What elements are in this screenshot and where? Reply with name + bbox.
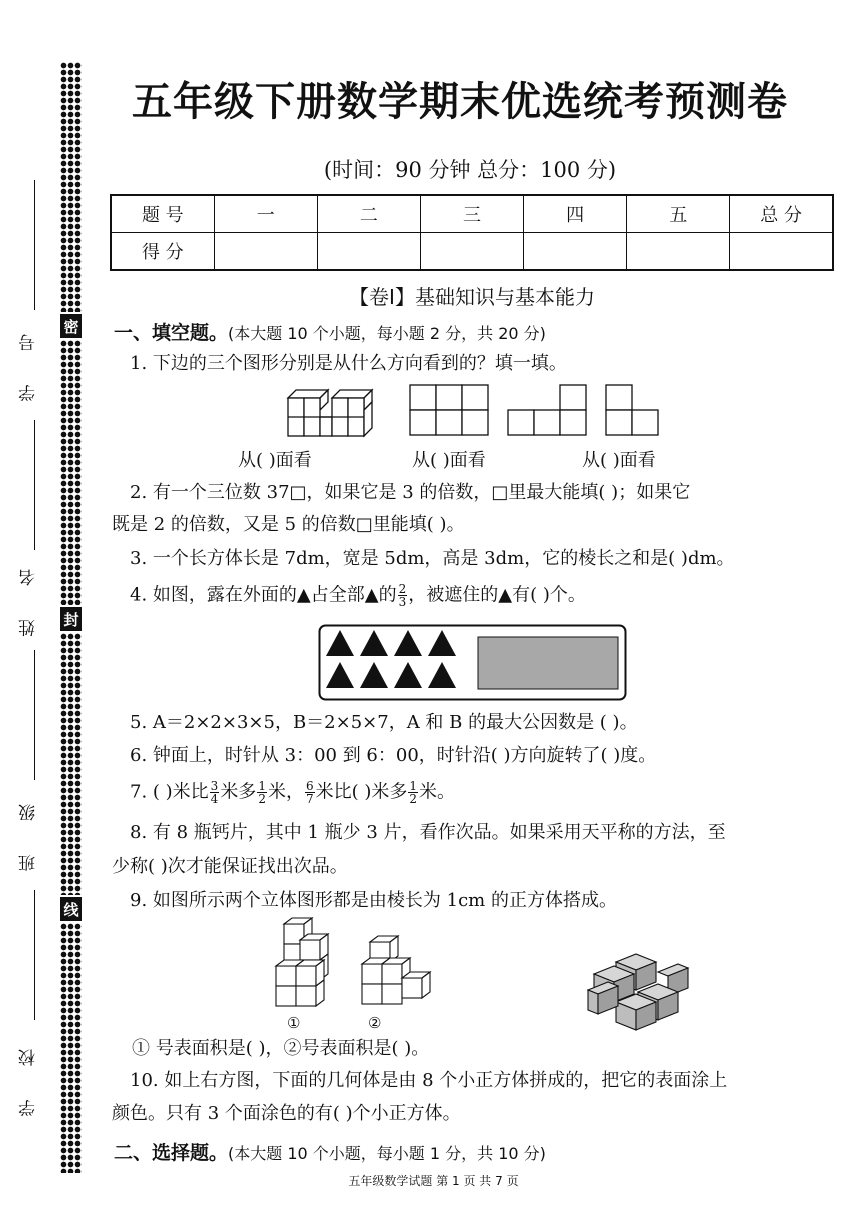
question-2-line-1: 2. 有一个三位数 37□，如果它是 3 的倍数，□里最大能填( )；如果它	[130, 482, 691, 503]
q1-view-top	[606, 385, 658, 435]
q4-text-post: ，被遮住的▲有( )个。	[408, 584, 586, 606]
seal-xian: 线	[60, 897, 82, 921]
q7-f3-den: 7	[305, 792, 314, 806]
binding-dots-3	[60, 633, 82, 895]
part-title: 【卷Ⅰ】基础知识与基本能力	[349, 285, 595, 309]
q7-f4-den: 2	[409, 792, 418, 806]
q7-part-3: 米，	[267, 781, 304, 803]
field-line-name	[34, 420, 35, 550]
question-1: 1. 下边的三个图形分别是从什么方向看到的？填一填。	[130, 353, 567, 374]
q9-answer-line[interactable]: ① 号表面积是( )，②号表面积是( )。	[132, 1038, 430, 1059]
score-cell: 四	[524, 195, 627, 233]
score-cell: 得 分	[111, 233, 214, 271]
score-cell: 二	[317, 195, 420, 233]
score-cell: 题 号	[111, 195, 214, 233]
cover-rectangle	[478, 637, 618, 689]
section-1-title: 一、填空题。	[114, 322, 229, 344]
question-10-line-2: 颜色。只有 3 个面涂色的有( )个小正方体。	[112, 1103, 461, 1124]
page-title: 五年级下册数学期末优选统考预测卷	[132, 79, 788, 125]
page-footer: 五年级数学试题 第 1 页 共 7 页	[348, 1174, 519, 1188]
field-student-id: 学 号	[19, 320, 39, 402]
q4-numerator: 2	[398, 582, 407, 596]
q4-text-pre: 4. 如图，露在外面的▲占全部▲的	[130, 584, 397, 606]
seal-mi: 密	[60, 314, 82, 338]
score-input[interactable]	[730, 233, 833, 271]
q1-view-front	[410, 385, 488, 435]
cube-stack-2	[362, 936, 430, 1004]
question-9: 9. 如图所示两个立体图形都是由棱长为 1cm 的正方体搭成。	[130, 890, 617, 911]
question-10-line-1: 10. 如上右方图，下面的几何体是由 8 个小正方体拼成的，把它的表面涂上	[130, 1070, 728, 1091]
score-input[interactable]	[317, 233, 420, 271]
q1-blank-2[interactable]: 从( )面看	[412, 450, 486, 471]
section-2-title: 二、选择题。	[114, 1142, 229, 1164]
seal-feng: 封	[60, 607, 82, 631]
q7-fraction-4	[408, 780, 418, 805]
score-table	[110, 194, 834, 271]
q1-views	[280, 380, 670, 445]
q7-fraction-1	[210, 780, 220, 805]
cube-assembly-gray	[588, 954, 688, 1030]
field-name: 姓 名	[19, 555, 39, 637]
score-cell: 一	[214, 195, 317, 233]
q7-part-1: 7. ( )米比	[130, 781, 209, 803]
section-2-heading	[114, 1138, 546, 1165]
cube-stack-1	[276, 918, 328, 1006]
q7-part-5: 米。	[419, 781, 456, 803]
field-school: 学 校	[19, 1035, 39, 1117]
field-line-school	[34, 890, 35, 1020]
question-8-line-1: 8. 有 8 瓶钙片，其中 1 瓶少 3 片，看作次品。如果采用天平称的方法，至	[130, 822, 726, 843]
q7-fraction-2	[257, 780, 267, 805]
binding-dots-1	[60, 62, 82, 312]
section-1-note: (本大题 10 个小题，每小题 2 分，共 20 分)	[228, 324, 546, 343]
section-2-note: (本大题 10 个小题，每小题 1 分，共 10 分)	[228, 1144, 546, 1163]
score-input[interactable]	[524, 233, 627, 271]
exam-info: (时间：90 分钟 总分：100 分)	[323, 158, 617, 182]
binding-dots-2	[60, 340, 82, 605]
q4-denominator: 3	[398, 595, 407, 609]
score-cell: 总 分	[730, 195, 833, 233]
q4-triangle-figure	[318, 624, 628, 702]
q7-f2-den: 2	[258, 792, 266, 806]
q1-view-side	[508, 385, 586, 435]
question-2-line-2: 既是 2 的倍数，又是 5 的倍数□里能填( )。	[112, 514, 465, 535]
q7-part-4: 米比( )米多	[315, 781, 408, 803]
score-cell: 五	[627, 195, 730, 233]
q7-fraction-3	[305, 780, 315, 805]
question-6: 6. 钟面上，时针从 3：00 到 6：00，时针沿( )方向旋转了( )度。	[130, 745, 657, 766]
score-header-row	[111, 195, 833, 233]
q1-blank-3[interactable]: 从( )面看	[582, 450, 656, 471]
field-line-class	[34, 650, 35, 780]
q7-f1-num: 3	[210, 779, 219, 793]
q7-f4-num: 1	[409, 779, 418, 793]
q9-label-2: ②	[368, 1014, 382, 1032]
question-4	[130, 583, 586, 608]
binding-dots-4	[60, 923, 82, 1173]
score-input[interactable]	[214, 233, 317, 271]
q7-part-2: 米多	[220, 781, 257, 803]
question-5: 5. A＝2×2×3×5，B＝2×5×7，A 和 B 的最大公因数是 ( )。	[130, 712, 638, 733]
q7-f2-num: 1	[258, 779, 266, 793]
score-input[interactable]	[627, 233, 730, 271]
q1-view-3d	[288, 390, 372, 436]
section-1-heading	[114, 318, 546, 345]
question-3: 3. 一个长方体长是 7dm，宽是 5dm，高是 3dm，它的棱长之和是( )dm。	[130, 548, 735, 569]
q7-f1-den: 4	[210, 792, 219, 806]
q4-fraction	[398, 583, 408, 608]
q9-cube-figures	[270, 914, 700, 1032]
score-cell: 三	[420, 195, 523, 233]
q1-blank-1[interactable]: 从( )面看	[238, 450, 312, 471]
q9-label-1: ①	[287, 1014, 301, 1032]
score-input-row	[111, 233, 833, 271]
question-7	[130, 780, 455, 805]
score-input[interactable]	[420, 233, 523, 271]
field-line-student-id	[34, 180, 35, 310]
question-8-line-2: 少称( )次才能保证找出次品。	[112, 856, 348, 877]
q7-f3-num: 6	[305, 779, 314, 793]
field-class: 班 级	[19, 790, 39, 872]
